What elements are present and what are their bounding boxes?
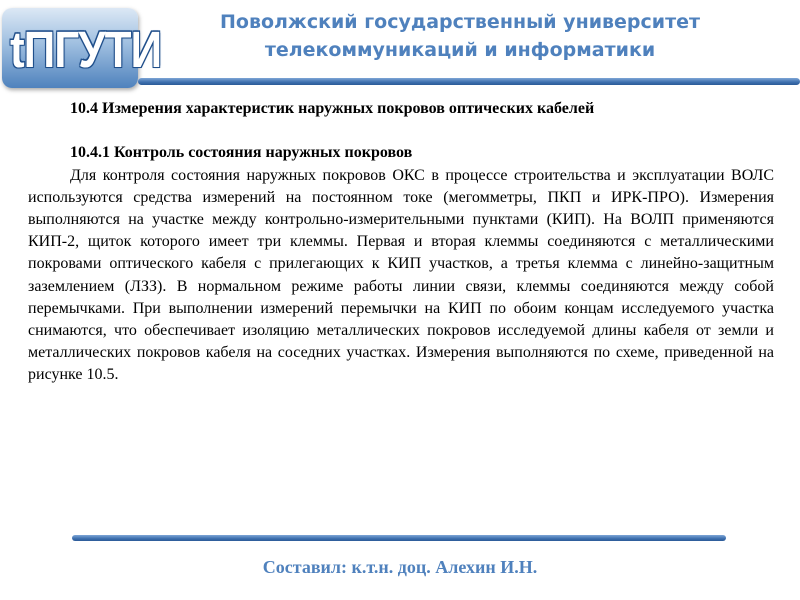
main-content (28, 98, 774, 387)
page-title (150, 8, 770, 64)
title-line-2: телекоммуникаций и информатики (264, 39, 656, 61)
logo-text: tПГУТИ (10, 22, 162, 79)
author-credit: Составил: к.т.н. доц. Алехин И.Н. (262, 557, 538, 577)
title-line-1: Поволжский государственный университет (219, 11, 701, 33)
header-divider (138, 78, 800, 85)
blank-line (28, 120, 774, 142)
university-logo (2, 8, 162, 88)
footer-divider (72, 535, 726, 541)
subsection-heading: 10.4.1 Контроль состояния наружных покровов (70, 144, 413, 162)
body-paragraph: Для контроля состояния наружных покровов ОКС в процессе строительства и эксплуатации ВОЛС используются средства измерений на постоянном токе (мегомметры, ПКП и ИРК-ПРО). Измерения выполняются на участке между контрольно-измерительными пунктами (КИП). На ВОЛП применяются КИП-2, щиток которого имеет три клеммы. Первая и вторая клеммы соединяются с металлическими покровами оптического кабеля с прилегающих к КИП участков, а третья клемма с линейно-защитным заземлением (ЛЗЗ). В нормальном режиме работы линии связи, клеммы соединяются между собой перемычками. При выполнении измерений перемычки на КИП по обоим концам исследуемого участка снимаются, что обеспечивает изоляцию металлических покровов исследуемой длины кабеля от земли и металлических покровов кабеля на соседних участках. Измерения выполняются по схеме, приведенной на рисунке 10.5. (28, 166, 774, 384)
section-heading: 10.4 Измерения характеристик наружных покровов оптических кабелей (70, 100, 595, 117)
